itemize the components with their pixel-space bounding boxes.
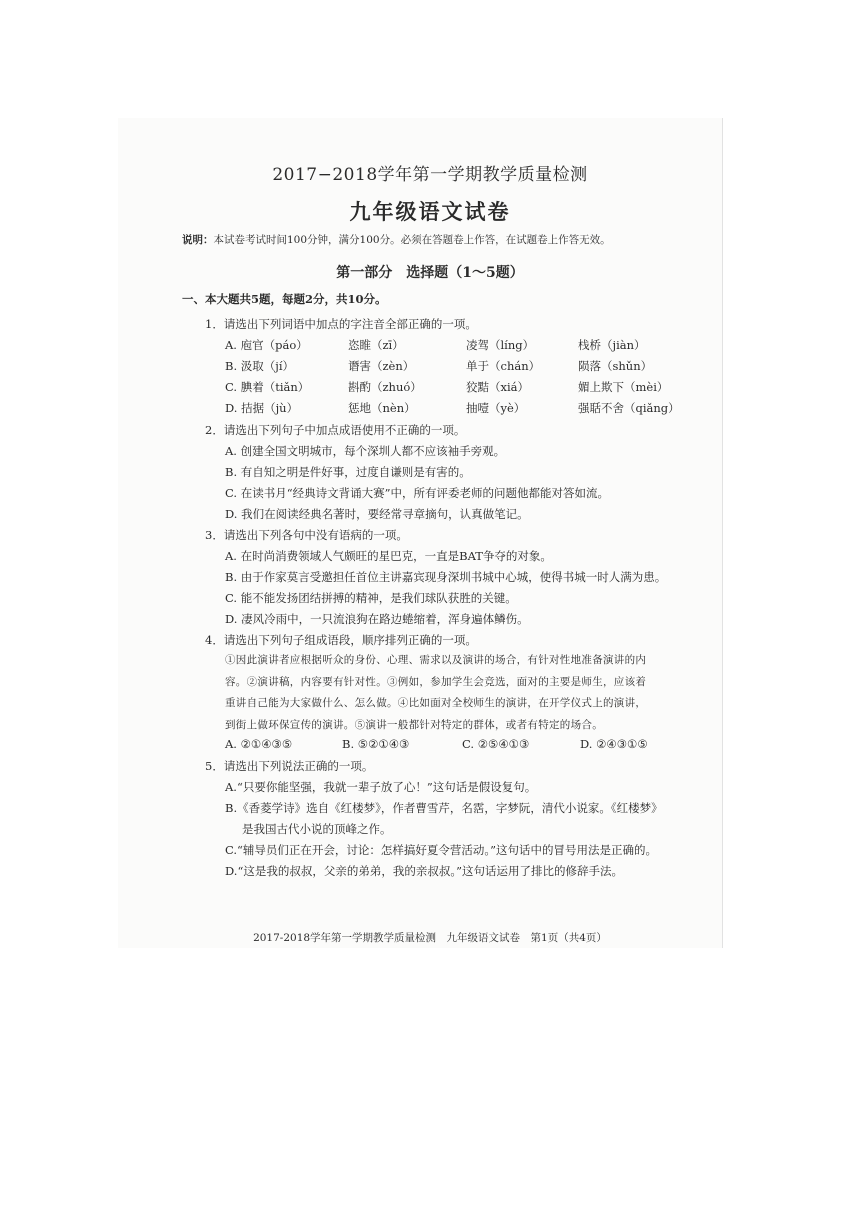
q4-option-d: D. ②④③①⑤ [580,737,648,751]
q4-option-b: B. ⑤②①④③ [342,737,410,751]
instructions-text: 本试卷考试时间100分钟，满分100分。必须在答题卷上作答，在试题卷上作答无效。 [213,234,611,246]
q5-option-c: C.“辅导员们正在开会，讨论：怎样搞好夏令营活动。”这句话中的冒号用法是正确的。 [225,843,658,857]
q1-option-a4: 栈桥（jiàn） [578,338,646,352]
q2-option-a: A. 创建全国文明城市，每个深圳人都不应该袖手旁观。 [225,444,506,458]
q2-option-b: B. 有自知之明是件好事，过度自谦则是有害的。 [225,465,471,479]
q4-option-a: A. ②①④③⑤ [225,737,293,751]
page-footer: 2017-2018学年第一学期教学质量检测 九年级语文试卷 第1页（共4页） [253,932,607,944]
q1-option-d4: 强聒不舍（qiǎng） [578,401,680,415]
instructions [182,232,611,247]
q1-option-c2: 斟酌（zhuó） [348,380,422,394]
question-3-stem: 3．请选出下列各句中没有语病的一项。 [205,528,408,542]
question-1-stem: 1．请选出下列词语中加点的字注音全部正确的一项。 [205,317,477,331]
q3-option-c: C. 能不能发扬团结拼搏的精神，是我们球队获胜的关键。 [225,591,517,605]
q4-passage [225,650,683,736]
q1-option-b3: 单于（chán） [466,359,541,373]
q5-option-a: A.“只要你能坚强，我就一辈子放了心！”这句话是假设复句。 [225,780,537,794]
q1-option-a3: 凌驾（líng） [466,338,535,352]
q1-option-b1: B. 汲取（jí） [225,359,295,373]
q3-option-b: B. 由于作家莫言受邀担任首位主讲嘉宾现身深圳书城中心城，使得书城一时人满为患。 [225,570,667,584]
question-2-stem: 2．请选出下列句子中加点成语使用不正确的一项。 [205,423,466,437]
question-4-stem: 4．请选出下列句子组成语段，顺序排列正确的一项。 [205,633,477,647]
q1-option-c3: 狡黠（xiá） [466,380,530,394]
page-edge [722,118,723,948]
instructions-label: 说明： [182,234,214,246]
q2-option-d: D. 我们在阅读经典名著时，要经常寻章摘句，认真做笔记。 [225,507,529,521]
q1-option-c1: C. 腆着（tiǎn） [225,380,310,394]
part-title: 第一部分 选择题（1～5题） [336,265,524,281]
section-header: 一、本大题共5题，每题2分，共10分。 [182,292,387,306]
question-5-stem: 5．请选出下列说法正确的一项。 [205,759,374,773]
q4-option-c: C. ②⑤④①③ [462,737,530,751]
q3-option-a: A. 在时尚消费领域人气颇旺的星巴克，一直是BAT争夺的对象。 [225,549,552,563]
q3-option-d: D. 凄风冷雨中，一只流浪狗在路边蜷缩着，浑身遍体鳞伤。 [225,612,529,626]
q1-option-a1: A. 庖官（páo） [225,338,308,352]
q1-option-d2: 惩地（nèn） [348,401,416,415]
q4-passage-line: 容。②演讲稿，内容要有针对性。③例如，参加学生会竞选，面对的主要是师生，应该着 [225,675,647,688]
q5-option-b: B.《香菱学诗》选自《红楼梦》，作者曹雪芹，名霑，字梦阮，清代小说家。《红楼梦》 [225,801,663,815]
q1-option-c4: 媚上欺下（mèi） [578,380,669,394]
q1-option-b4: 陨落（shǔn） [578,359,653,373]
q1-option-b2: 谮害（zèn） [348,359,415,373]
q1-option-d3: 抽噎（yè） [466,401,526,415]
q1-option-d1: D. 拮据（jù） [225,401,299,415]
exam-title: 2017−2018学年第一学期教学质量检测 [272,165,588,185]
q4-passage-line: 重讲自己能为大家做什么、怎么做。④比如面对全校师生的演讲，在开学仪式上的演讲， [225,697,647,709]
q4-passage-line: 到街上做环保宣传的演讲。⑤演讲一般都针对特定的群体，或者有特定的场合。 [225,718,603,731]
q5-option-d: D.“这是我的叔叔，父亲的弟弟，我的亲叔叔。”这句话运用了排比的修辞手法。 [225,864,623,878]
exam-subtitle: 九年级语文试卷 [349,199,511,224]
q1-option-a2: 恣睢（zī） [348,338,404,352]
q4-passage-line: ①因此演讲者应根据听众的身份、心理、需求以及演讲的场合，有针对性地准备演讲的内 [225,654,647,666]
q5-option-b-continued: 是我国古代小说的顶峰之作。 [242,822,392,836]
q2-option-c: C. 在读书月“经典诗文背诵大赛”中，所有评委老师的问题他都能对答如流。 [225,486,609,500]
